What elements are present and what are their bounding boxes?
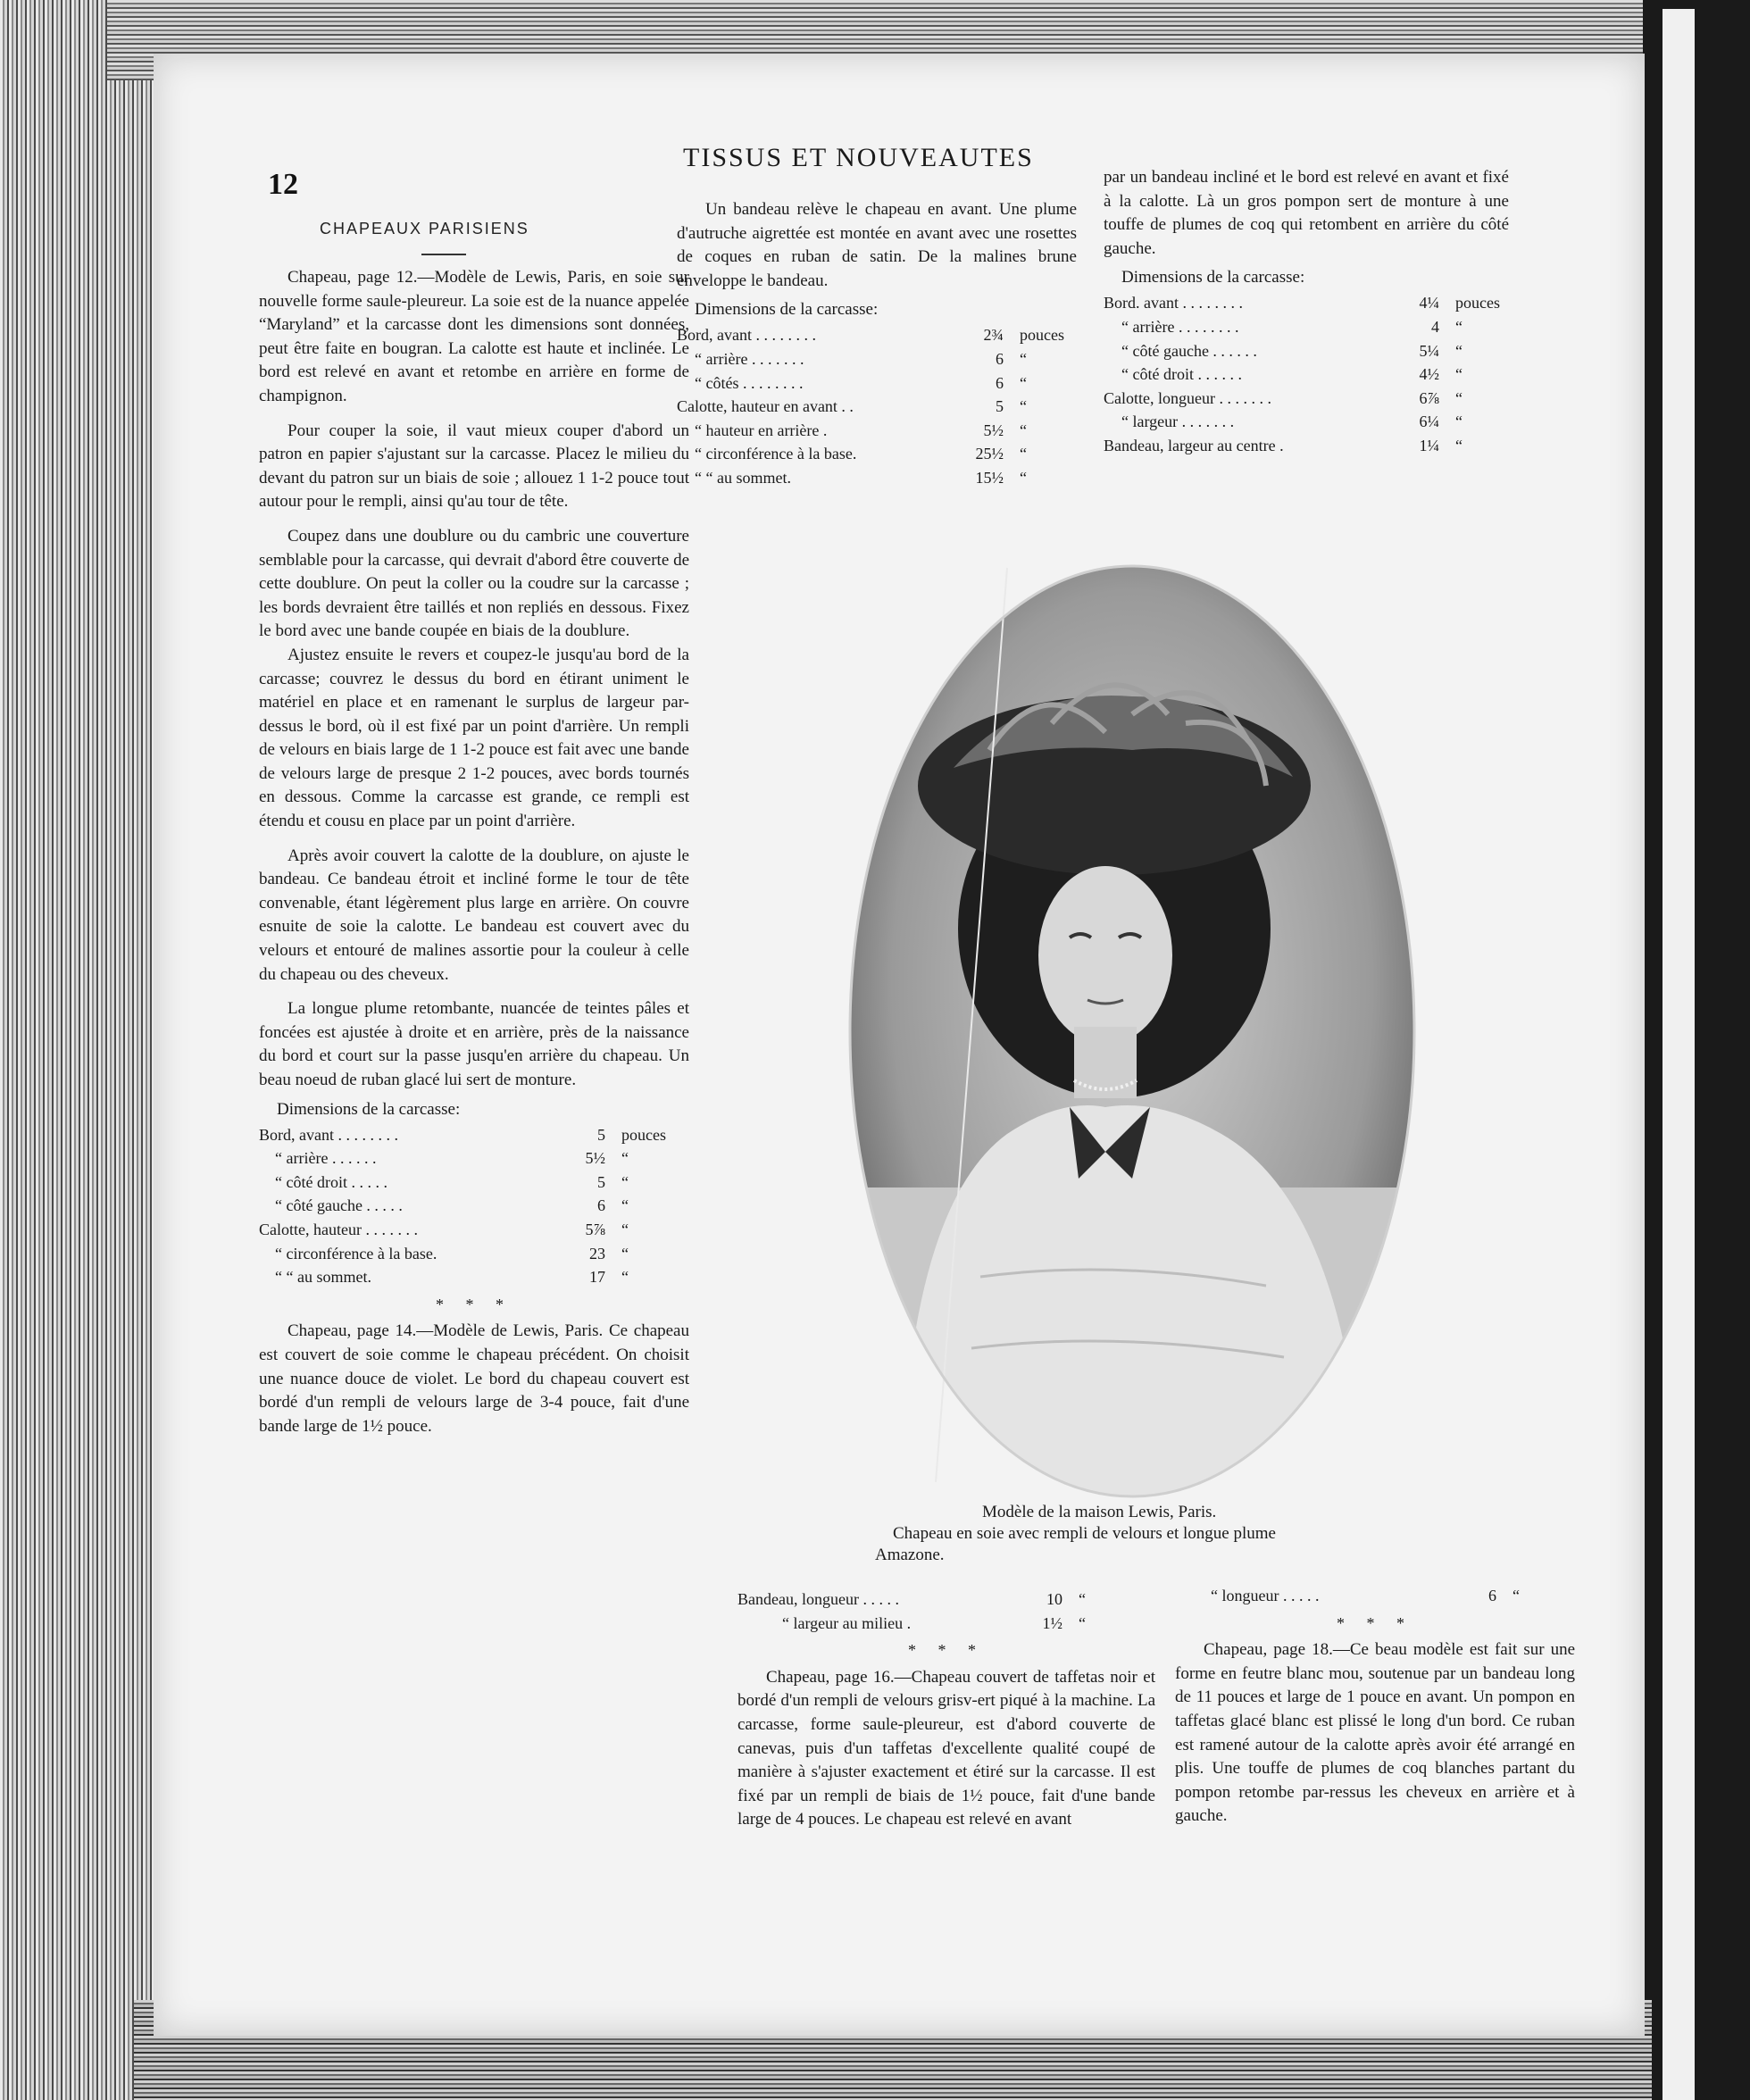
dimensions-title: Dimensions de la carcasse: [277, 1099, 461, 1119]
paragraph: Coupez dans une doublure ou du cambric une couverture semblable pour la carcasse, qui devrait d'abord être couverte de cette doublure. On peut la coller ou la coudre sur la carcasse ; les bords devraient être taillés et non repliés en dessous. Fixez le bord avec une bande coupée en biais de la doublure. [259, 526, 689, 641]
dimension-row: “ circonférence à la base. 25½ “ [695, 445, 1027, 463]
paragraph: La longue plume retombante, nuancée de teintes pâles et foncées est ajustée à droite et en arrière, près de la naissance du bord et court sur la passe jusqu'en arrière du chapeau. Un beau noeud de ruban glacé lui sert de monture. [259, 999, 689, 1089]
dimension-row: “ arrière . . . . . . 5½ “ [275, 1149, 629, 1168]
dimensions-table [1104, 291, 1509, 457]
dimension-row: “ largeur au milieu . 1½ “ [782, 1613, 1086, 1632]
column-3-top [1104, 166, 1509, 458]
dimension-row: Bord, avant . . . . . . . . 5 pouces [259, 1125, 666, 1144]
section-title: CHAPEAUX PARISIENS [320, 220, 529, 238]
section-rule [421, 254, 466, 255]
dimension-row: “ côté gauche . . . . . . 5¼ “ [1121, 341, 1462, 360]
dimension-row: Calotte, hauteur . . . . . . . 5⅞ “ [259, 1220, 629, 1238]
column-3-bottom [1175, 1584, 1575, 1829]
paragraph: Ajustez ensuite le revers et coupez-le jusqu'au bord de la carcasse; couvrez le dessus du bord en étirant uniment le matériel en place et en ramenant le surplus de largeur par-dessus le bord, où il est fixé par un point d'arrière. Un rempli de velours en biais large de 1 1-2 pouce est fait avec une bande de velours large de presque 2 1-2 pouces, avec bords tournés en dessous. Comme la carcasse est grande, ce rempli est étendu et cousu en place par un point d'arrière. [259, 645, 689, 831]
paragraph: par un bandeau incliné et le bord est relevé en avant et fixé à la calotte. Là un gros pompon sert de monture à une touffe de plumes de coq qui retombent en arrière du côté gauche. [1104, 168, 1509, 258]
paragraph: Un bandeau relève le chapeau en avant. Une plume d'autruche aigrettée est montée en avant avec une rosettes de coques en ruban de satin. De la malines brune enveloppe le bandeau. [677, 200, 1077, 290]
dimension-row: Bord, avant . . . . . . . . 2¾ pouces [677, 326, 1064, 345]
dimension-row: “ largeur . . . . . . . 6¼ “ [1121, 412, 1462, 431]
dimension-row: Bandeau, longueur . . . . . 10 “ [738, 1590, 1086, 1608]
portrait-photograph [846, 562, 1418, 1500]
column-2-top [677, 198, 1077, 490]
dimension-row: “ hauteur en arrière . 5½ “ [695, 421, 1027, 439]
book-spine-shadow [1643, 0, 1750, 2100]
dimension-row: “ côté droit . . . . . 5 “ [275, 1172, 629, 1191]
dimension-row: Calotte, hauteur en avant . . 5 “ [677, 397, 1027, 416]
column-2-bottom [738, 1588, 1155, 1832]
dimension-row: “ “ au sommet. 17 “ [275, 1268, 629, 1287]
dimensions-table [1175, 1584, 1559, 1608]
section-separator: * * * [1337, 1613, 1413, 1632]
caption-line: Chapeau en soie avec rempli de velours et longue plume [893, 1524, 1276, 1543]
dimension-row: “ côtés . . . . . . . . 6 “ [695, 373, 1027, 392]
dimensions-table [677, 323, 1077, 489]
dimension-row: “ côté gauche . . . . . 6 “ [275, 1196, 629, 1215]
dimension-row: “ circonférence à la base. 23 “ [275, 1244, 629, 1262]
running-head: TISSUS ET NOUVEAUTES [683, 143, 1034, 172]
caption-line: Amazone. [875, 1546, 945, 1564]
paragraph: Chapeau, page 12.—Modèle de Lewis, Paris, en soie sur nouvelle forme saule-pleureur. La soie est de la nuance appelée “Maryland” et la carcasse dont les dimensions sont données, peut être faite en bougran. La calotte est haute et inclinée. Le bord est relevé en avant et retombe en arrière en forme de champignon. [259, 268, 689, 405]
page-number: 12 [268, 168, 298, 201]
dimension-row: “ côté droit . . . . . . 4½ “ [1121, 365, 1462, 384]
dimension-row: Bandeau, largeur au centre . 1¼ “ [1104, 436, 1462, 454]
dimension-row: “ longueur . . . . . 6 “ [1211, 1587, 1520, 1604]
paragraph: Chapeau, page 18.—Ce beau modèle est fait sur une forme en feutre blanc mou, soutenue par un bandeau long de 11 pouces et large de 1 pouce en avant. Un pompon en taffetas glacé blanc est plissé le long d'un bord. Ce ruban est ramené autour de la calotte après avoir été arrangé en plis. Une touffe de plumes de coq blanches partant du pompon retombe par-ressus les cheveux en arrière et à gauche. [1175, 1640, 1575, 1826]
dimension-row: Bord. avant . . . . . . . . 4¼ pouces [1104, 294, 1500, 312]
opposite-page-edge [1662, 9, 1695, 2100]
section-separator: * * * [908, 1641, 985, 1660]
column-1 [259, 266, 689, 1438]
dimension-row: Calotte, longueur . . . . . . . 6⅞ “ [1104, 388, 1462, 407]
dimension-row: “ arrière . . . . . . . . 4 “ [1121, 317, 1462, 336]
section-separator: * * * [436, 1295, 512, 1313]
dimensions-title: Dimensions de la carcasse: [1121, 268, 1305, 288]
dimensions-table [738, 1588, 1125, 1635]
paragraph: Chapeau, page 16.—Chapeau couvert de taffetas noir et bordé d'un rempli de velours grisv-ert piqué à la machine. La carcasse, forme saule-pleureur, est d'abord couverte de canevas, puis d'un taffetas d'excellente qualité coupé de manière à s'ajuster exactement et étiré sur la carcasse. Il est fixé par un rempli de biais de 1½ pouce, fait d'une bande large de 4 pouces. Le chapeau est relevé en avant [738, 1667, 1155, 1829]
paragraph: Pour couper la soie, il vaut mieux couper d'abord un patron en papier s'ajustant sur la carcasse. Placez le milieu du devant du patron sur un biais de soie ; allouez 1 1-2 pouce tout autour pour le rempli, ainsi qu'au tour de tête. [259, 421, 689, 512]
caption-line: Modèle de la maison Lewis, Paris. [982, 1503, 1217, 1521]
photo-caption [875, 1502, 1518, 1566]
dimension-row: “ arrière . . . . . . . 6 “ [695, 349, 1027, 368]
paragraph: Après avoir couvert la calotte de la doublure, on ajuste le bandeau. Ce bandeau étroit et incliné forme le tour de tête convenable, étant légèrement plus large en arrière. On couvre esnuite de soie la calotte. Le bandeau est couvert avec du velours et entouré de malines assortie pour la couleur à celle du chapeau ou des cheveux. [259, 846, 689, 984]
dimension-row: “ “ au sommet. 15½ “ [695, 468, 1027, 487]
dimensions-table [259, 1123, 689, 1289]
paragraph: Chapeau, page 14.—Modèle de Lewis, Paris. Ce chapeau est couvert de soie comme le chapeau précédent. On choisit une nuance douce de violet. Le bord du chapeau couvert est bordé d'un rempli de velours large de 3-4 pouce, fait d'une bande large de 1½ pouce. [259, 1321, 689, 1436]
dimensions-title: Dimensions de la carcasse: [695, 300, 879, 320]
book-page-edges-left [0, 0, 161, 2100]
